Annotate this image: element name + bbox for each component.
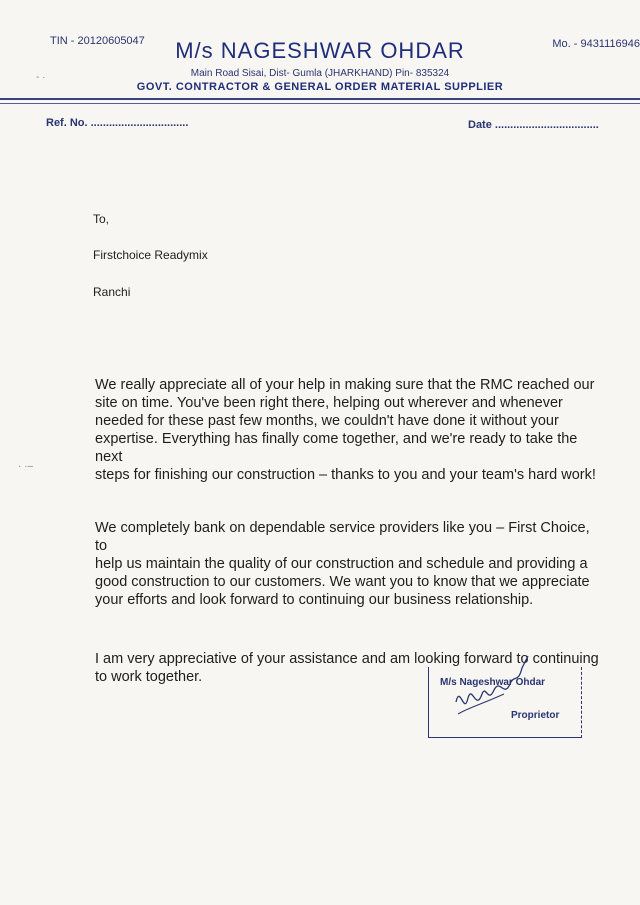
recipient-name: Firstchoice Readymix xyxy=(93,248,208,262)
company-address: Main Road Sisai, Dist- Gumla (JHARKHAND) Pin- 835324 xyxy=(190,68,450,79)
recipient-city: Ranchi xyxy=(93,285,131,299)
header-rule-thick xyxy=(0,98,640,100)
paragraph-line: We completely bank on dependable service providers like you – First Choice, to xyxy=(95,520,590,554)
mobile-number: Mo. - 9431116946 xyxy=(552,38,640,50)
letter-paragraph xyxy=(95,519,600,609)
paragraph-line: needed for these past few months, we couldn't have done it without your xyxy=(95,413,559,429)
salutation: To, xyxy=(93,212,110,226)
paragraph-line: to work together. xyxy=(95,669,203,685)
scan-speck: - · xyxy=(36,72,46,83)
paragraph-line: help us maintain the quality of our construction and schedule and providing a xyxy=(95,556,588,572)
paragraph-line: We really appreciate all of your help in making sure that the RMC reached our xyxy=(95,377,595,393)
stamp-company-name: M/s Nageshwar Ohdar xyxy=(440,677,546,688)
date-field: Date .................................. xyxy=(468,119,599,131)
company-name: M/s NAGESHWAR OHDAR xyxy=(175,38,465,63)
company-tagline: GOVT. CONTRACTOR & GENERAL ORDER MATERIAL SUPPLIER xyxy=(136,81,504,93)
paragraph-line: site on time. You've been right there, helping out wherever and whenever xyxy=(95,395,563,411)
signature-image xyxy=(448,654,538,728)
paragraph-line: steps for finishing our construction – thanks to you and your team's hard work! xyxy=(95,467,596,483)
letter-paragraph xyxy=(95,376,600,484)
paragraph-line: expertise. Everything has finally come together, and we're ready to take the next xyxy=(95,431,578,465)
paragraph-line: good construction to our customers. We want you to know that we appreciate xyxy=(95,574,590,590)
stamp-role: Proprietor xyxy=(511,710,560,721)
scan-speck: · ·‒ xyxy=(18,461,33,472)
tin-number: TIN - 20120605047 xyxy=(50,35,145,47)
header-rule-thin xyxy=(0,103,640,104)
ref-number-field: Ref. No. ................................ xyxy=(46,117,189,129)
paragraph-line: I am very appreciative of your assistance and am looking forward to continuing xyxy=(95,651,599,667)
paragraph-line: your efforts and look forward to continuing our business relationship. xyxy=(95,592,534,608)
